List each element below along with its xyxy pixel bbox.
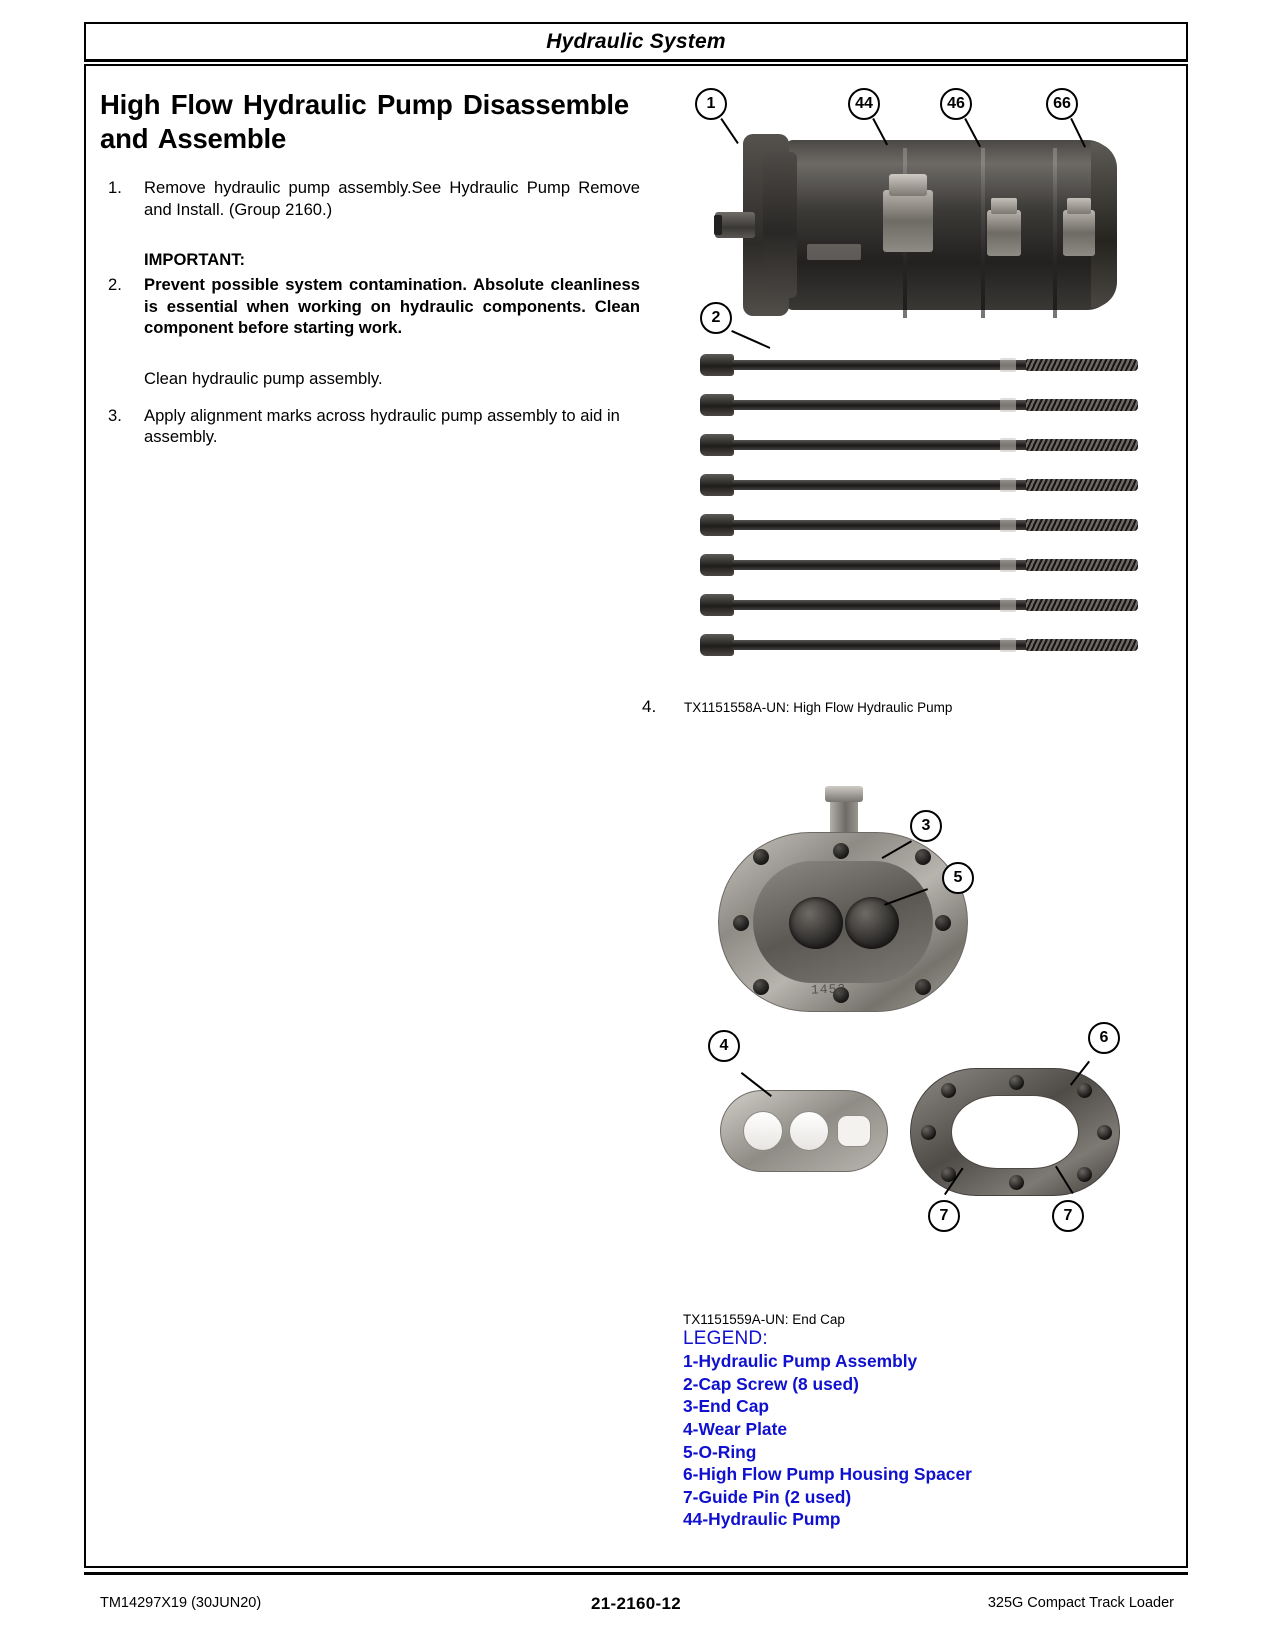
leader-line — [731, 330, 770, 349]
high-flow-pump-housing-spacer — [910, 1068, 1120, 1196]
callout-4: 4 — [708, 1030, 740, 1062]
step-number: 2. — [108, 275, 122, 295]
pump-id-plate — [807, 244, 861, 260]
step-number: 1. — [108, 178, 122, 198]
callout-46: 46 — [940, 88, 972, 120]
figure-caption-number: 4. — [642, 697, 657, 716]
end-cap-bore — [789, 897, 843, 949]
page-title: High Flow Hydraulic Pump Disassemble and Assemble — [100, 89, 629, 154]
step-item — [100, 177, 640, 220]
legend-item-44: 44-Hydraulic Pump — [683, 1509, 841, 1530]
wear-plate-bore — [789, 1111, 829, 1151]
step-text: Prevent possible system contamination. Absolute cleanliness is essential when working on hydraulic components. Clean component before starting work. — [144, 275, 640, 338]
wear-plate — [720, 1090, 888, 1172]
cap-screw — [700, 592, 1140, 618]
end-cap-stamp: 1453 — [810, 981, 847, 998]
callout-3: 3 — [910, 810, 942, 842]
callout-7-left: 7 — [928, 1200, 960, 1232]
pump-port-large — [883, 190, 933, 252]
pump-port-small — [1063, 210, 1095, 256]
end-cap-face — [753, 861, 933, 983]
cap-screw — [700, 552, 1140, 578]
step-text: Remove hydraulic pump assembly.See Hydraulic Pump Remove and Install. (Group 2160.) — [144, 178, 640, 219]
wear-plate-bore — [743, 1111, 783, 1151]
important-label: IMPORTANT: — [144, 250, 246, 270]
end-cap-body — [718, 832, 968, 1012]
page-header-box — [84, 22, 1188, 62]
pump-drive-shaft — [715, 212, 755, 238]
page-footer — [84, 1595, 1188, 1625]
legend-item-2: 2-Cap Screw (8 used) — [683, 1373, 859, 1394]
legend-title: LEGEND: — [683, 1328, 768, 1349]
legend-item-6: 6-High Flow Pump Housing Spacer — [683, 1464, 972, 1485]
figure-high-flow-hydraulic-pump — [642, 70, 1180, 716]
figure-caption-text: TX1151558A-UN: High Flow Hydraulic Pump — [684, 700, 953, 715]
legend-item-5: 5-O-Ring — [683, 1441, 757, 1462]
procedure-steps — [100, 177, 640, 448]
text-column — [100, 78, 640, 448]
wear-plate-slot — [837, 1115, 871, 1147]
callout-1: 1 — [695, 88, 727, 120]
callout-7-right: 7 — [1052, 1200, 1084, 1232]
step-number: 3. — [108, 405, 122, 425]
callout-5: 5 — [942, 862, 974, 894]
cap-screw — [700, 432, 1140, 458]
cap-screw — [700, 512, 1140, 538]
legend-item-7: 7-Guide Pin (2 used) — [683, 1486, 852, 1507]
callout-66: 66 — [1046, 88, 1078, 120]
cap-screw-group — [700, 352, 1160, 672]
cap-screw — [700, 472, 1140, 498]
page-header-title: Hydraulic System — [546, 30, 726, 53]
footer-document-number: TM14297X19 (30JUN20) — [100, 1595, 262, 1611]
step-item — [100, 274, 640, 339]
pump-mounting-flange — [763, 152, 797, 298]
cap-screw — [700, 352, 1140, 378]
end-cap-bore — [845, 897, 899, 949]
footer-model-name: 325G Compact Track Loader — [987, 1595, 1174, 1611]
cap-screw — [700, 632, 1140, 658]
step-item — [100, 405, 640, 448]
footer-page-number: 21-2160-12 — [591, 1594, 681, 1613]
legend-block — [683, 1312, 1163, 1531]
spacer-opening — [951, 1095, 1079, 1169]
clean-instruction: Clean hydraulic pump assembly. — [144, 368, 383, 388]
step-text: Apply alignment marks across hydraulic pump assembly to aid in assembly. — [144, 405, 620, 447]
callout-6: 6 — [1088, 1022, 1120, 1054]
legend-item-4: 4-Wear Plate — [683, 1418, 788, 1439]
legend-item-3: 3-End Cap — [683, 1396, 769, 1417]
callout-2: 2 — [700, 302, 732, 334]
footer-divider — [84, 1572, 1188, 1575]
legend-item-1: 1-Hydraulic Pump Assembly — [683, 1351, 918, 1371]
figure-end-cap — [660, 780, 1180, 1340]
cap-screw — [700, 392, 1140, 418]
figure-2-source-id: TX1151559A-UN: End Cap — [683, 1312, 845, 1327]
callout-44: 44 — [848, 88, 880, 120]
pump-assembly-illustration — [715, 132, 1125, 332]
pump-port-mid — [987, 210, 1021, 256]
